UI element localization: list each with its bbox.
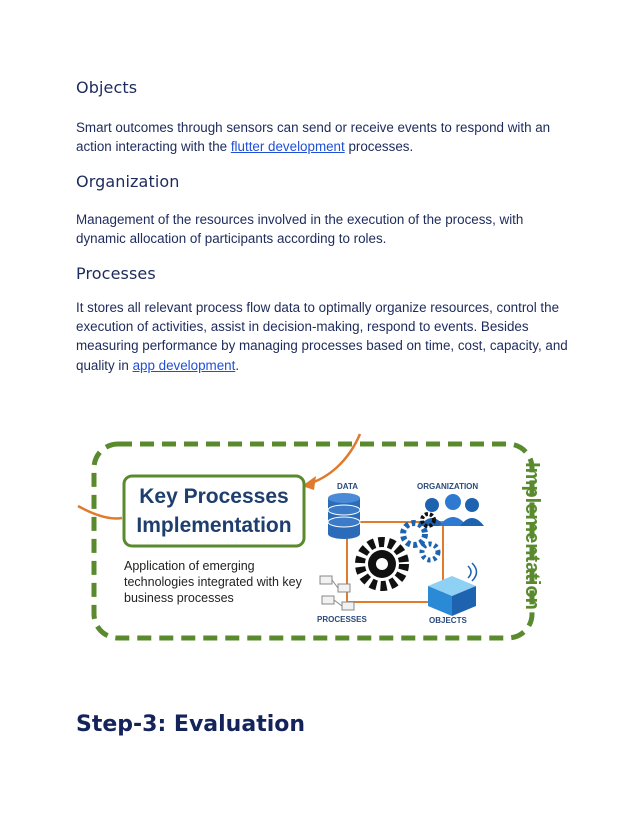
diagram-desc-line1: Application of emerging <box>124 559 255 573</box>
orange-arrow-left <box>78 506 122 519</box>
processes-paragraph: It stores all relevant process flow data to optimally organize resources, control the execution of activities, assist in decision-making, respond to events. Besides measuring performance by managing processes based on time, cost, capacity, and quality in app development. <box>76 300 568 373</box>
organization-people-icon <box>420 494 484 526</box>
objects-cube-icon <box>428 563 477 616</box>
objects-paragraph: Smart outcomes through sensors can send or receive events to respond with an action interacting with the flutter development processes. <box>76 120 551 155</box>
app-development-link[interactable]: app development <box>132 357 236 373</box>
gears-icon <box>360 514 438 586</box>
diagram-desc-line3: business processes <box>124 591 234 605</box>
diagram-title-line2: Implementation <box>136 514 292 537</box>
key-processes-diagram <box>76 426 556 648</box>
implementation-vertical-label: Implementation <box>521 462 543 610</box>
objects-label: OBJECTS <box>429 616 467 625</box>
database-icon <box>328 493 360 539</box>
processes-heading: Processes <box>76 264 156 283</box>
organization-heading: Organization <box>76 172 180 191</box>
flutter-development-link[interactable]: flutter development <box>230 139 345 155</box>
objects-heading: Objects <box>76 78 138 97</box>
processes-label: PROCESSES <box>317 615 367 624</box>
organization-label: ORGANIZATION <box>417 482 479 491</box>
diagram-desc-line2: technologies integrated with key <box>124 575 302 589</box>
step-3-title: Step-3: Evaluation <box>76 712 306 737</box>
organization-paragraph: Management of the resources involved in the execution of the process, with dynamic allocation of participants according to roles. <box>76 212 524 247</box>
diagram-title-line1: Key Processes <box>139 485 289 508</box>
process-flow-icon <box>320 576 354 610</box>
data-label: DATA <box>337 482 359 491</box>
